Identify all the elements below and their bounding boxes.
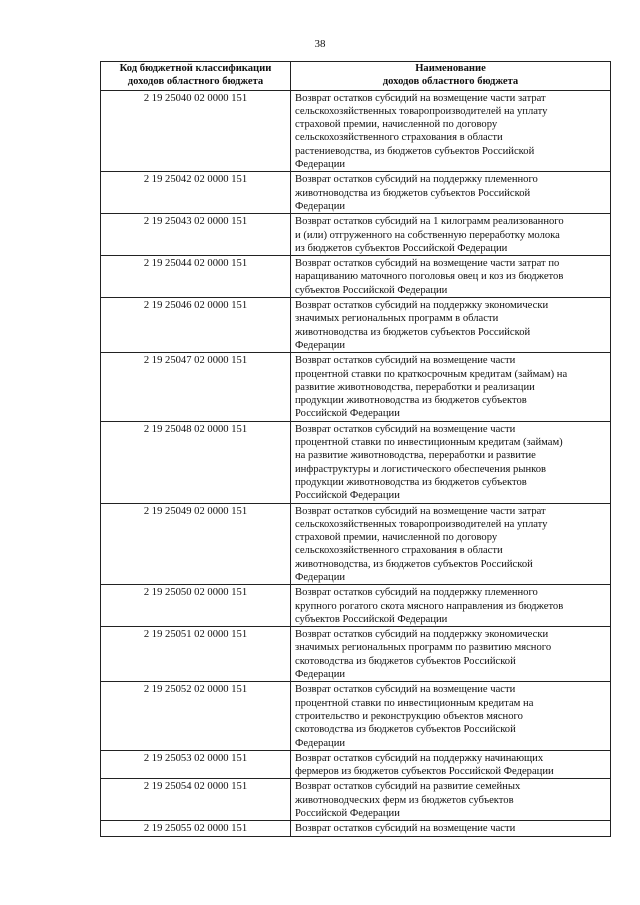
budget-code-cell: 2 19 25055 02 0000 151 bbox=[101, 821, 291, 836]
table-row bbox=[101, 298, 611, 353]
table-row bbox=[101, 821, 611, 836]
revenue-name-line: Возврат остатков субсидий на возмещение части bbox=[295, 423, 516, 435]
name-header-line: доходов областного бюджета bbox=[382, 75, 519, 87]
revenue-name-line: Возврат остатков субсидий на 1 килограмм реализованного bbox=[295, 216, 564, 228]
revenue-name-line: животноводческих ферм из бюджетов субъектов bbox=[295, 794, 514, 806]
code-header-line: доходов областного бюджета bbox=[127, 75, 264, 87]
revenue-name-line: Российской Федерации bbox=[295, 408, 400, 420]
revenue-name-line: крупного рогатого скота мясного направления из бюджетов bbox=[295, 600, 564, 612]
revenue-name-line: Возврат остатков субсидий на поддержку экономически bbox=[295, 300, 549, 312]
name-column-header bbox=[291, 62, 611, 91]
revenue-name-cell bbox=[291, 172, 611, 214]
table-row bbox=[101, 256, 611, 298]
revenue-name-line: Федерации bbox=[295, 200, 346, 212]
revenue-name-line: животноводства, из бюджетов субъектов Российской bbox=[295, 558, 533, 570]
table-row bbox=[101, 585, 611, 627]
revenue-name-cell bbox=[291, 298, 611, 353]
revenue-name-line: сельскохозяйственного страхования в области bbox=[295, 545, 503, 557]
table-row bbox=[101, 421, 611, 503]
revenue-name-cell bbox=[291, 627, 611, 682]
budget-code-cell: 2 19 25052 02 0000 151 bbox=[101, 682, 291, 750]
revenue-name-line: сельскохозяйственного страхования в области bbox=[295, 132, 503, 144]
revenue-name-line: на развитие животноводства, переработки и развитие bbox=[295, 450, 536, 462]
revenue-name-line: животноводства из бюджетов субъектов Российской bbox=[295, 326, 531, 338]
revenue-name-line: сельскохозяйственных товаропроизводителей на уплату bbox=[295, 105, 548, 117]
table-row bbox=[101, 214, 611, 256]
code-header-line: Код бюджетной классификации bbox=[119, 63, 272, 74]
revenue-name-line: продукции животноводства из бюджетов субъектов bbox=[295, 395, 527, 407]
revenue-name-cell bbox=[291, 682, 611, 750]
table-row bbox=[101, 353, 611, 421]
revenue-name-line: инфраструктуры и логистического обеспечения рынков bbox=[295, 463, 547, 475]
budget-code-cell: 2 19 25048 02 0000 151 bbox=[101, 421, 291, 503]
revenue-name-line: субъектов Российской Федерации bbox=[295, 284, 448, 296]
revenue-name-line: строительство и реконструкцию объектов мясного bbox=[295, 710, 523, 722]
revenue-name-line: Федерации bbox=[295, 159, 346, 171]
revenue-name-cell bbox=[291, 821, 611, 836]
revenue-name-line: Возврат остатков субсидий на развитие семейных bbox=[295, 781, 521, 793]
revenue-name-line: значимых региональных программ в области bbox=[295, 313, 499, 325]
table-row bbox=[101, 90, 611, 172]
budget-code-cell: 2 19 25042 02 0000 151 bbox=[101, 172, 291, 214]
revenue-name-line: скотоводства из бюджетов субъектов Российской bbox=[295, 655, 516, 667]
revenue-name-cell bbox=[291, 353, 611, 421]
budget-code-cell: 2 19 25053 02 0000 151 bbox=[101, 750, 291, 779]
revenue-name-line: Федерации bbox=[295, 737, 346, 749]
revenue-name-line: процентной ставки по инвестиционным кредитам на bbox=[295, 697, 534, 709]
revenue-name-line: процентной ставки по краткосрочным кредитам (займам) на bbox=[295, 368, 568, 380]
revenue-name-cell bbox=[291, 585, 611, 627]
budget-code-cell: 2 19 25044 02 0000 151 bbox=[101, 256, 291, 298]
revenue-name-line: из бюджетов субъектов Российской Федерации bbox=[295, 242, 508, 254]
budget-classification-table bbox=[100, 61, 611, 837]
budget-code-cell: 2 19 25049 02 0000 151 bbox=[101, 503, 291, 585]
revenue-name-line: значимых региональных программ по развитию мясного bbox=[295, 642, 552, 654]
revenue-name-cell bbox=[291, 503, 611, 585]
revenue-name-line: процентной ставки по инвестиционным кредитам (займам) bbox=[295, 437, 563, 449]
revenue-name-line: растениеводства, из бюджетов субъектов Российской bbox=[295, 145, 535, 157]
revenue-name-line: фермеров из бюджетов субъектов Российской Федерации bbox=[295, 766, 554, 778]
revenue-name-cell bbox=[291, 256, 611, 298]
revenue-name-line: Российской Федерации bbox=[295, 808, 400, 820]
revenue-name-cell bbox=[291, 214, 611, 256]
revenue-name-line: Федерации bbox=[295, 571, 346, 583]
page-number: 38 bbox=[314, 38, 326, 50]
code-column-header bbox=[101, 62, 291, 91]
revenue-name-line: Федерации bbox=[295, 669, 346, 681]
budget-code-cell: 2 19 25050 02 0000 151 bbox=[101, 585, 291, 627]
budget-code-cell: 2 19 25040 02 0000 151 bbox=[101, 90, 291, 172]
revenue-name-line: страховой премии, начисленной по договору bbox=[295, 119, 498, 131]
table-header-row bbox=[101, 62, 611, 91]
revenue-name-line: страховой премии, начисленной по договору bbox=[295, 532, 498, 544]
revenue-name-line: Возврат остатков субсидий на возмещение части bbox=[295, 823, 516, 835]
revenue-name-line: и (или) отгруженного на собственную переработку молока bbox=[295, 229, 560, 241]
revenue-name-line: Возврат остатков субсидий на возмещение части затрат по bbox=[295, 258, 560, 270]
budget-code-cell: 2 19 25043 02 0000 151 bbox=[101, 214, 291, 256]
table-row bbox=[101, 172, 611, 214]
revenue-name-cell bbox=[291, 779, 611, 821]
table-row bbox=[101, 503, 611, 585]
revenue-name-line: Возврат остатков субсидий на поддержку племенного bbox=[295, 174, 538, 186]
table-row bbox=[101, 779, 611, 821]
revenue-name-line: животноводства из бюджетов субъектов Российской bbox=[295, 187, 531, 199]
budget-code-cell: 2 19 25047 02 0000 151 bbox=[101, 353, 291, 421]
revenue-name-line: Возврат остатков субсидий на возмещение части затрат bbox=[295, 92, 546, 104]
revenue-name-line: продукции животноводства из бюджетов субъектов bbox=[295, 476, 527, 488]
revenue-name-line: субъектов Российской Федерации bbox=[295, 613, 448, 625]
table-row bbox=[101, 750, 611, 779]
revenue-name-line: сельскохозяйственных товаропроизводителей на уплату bbox=[295, 518, 548, 530]
revenue-name-cell bbox=[291, 421, 611, 503]
budget-code-cell: 2 19 25051 02 0000 151 bbox=[101, 627, 291, 682]
revenue-name-line: наращиванию маточного поголовья овец и коз из бюджетов bbox=[295, 271, 564, 283]
budget-code-cell: 2 19 25054 02 0000 151 bbox=[101, 779, 291, 821]
revenue-name-line: Возврат остатков субсидий на поддержку начинающих bbox=[295, 752, 544, 764]
revenue-name-line: Возврат остатков субсидий на возмещение части bbox=[295, 684, 516, 696]
revenue-name-cell bbox=[291, 90, 611, 172]
revenue-name-line: скотоводства из бюджетов субъектов Российской bbox=[295, 724, 516, 736]
revenue-name-line: Возврат остатков субсидий на поддержку племенного bbox=[295, 587, 538, 599]
revenue-name-line: Федерации bbox=[295, 339, 346, 351]
revenue-name-line: Российской Федерации bbox=[295, 490, 400, 502]
table-row bbox=[101, 682, 611, 750]
budget-code-cell: 2 19 25046 02 0000 151 bbox=[101, 298, 291, 353]
name-header-line: Наименование bbox=[415, 63, 486, 74]
revenue-name-cell bbox=[291, 750, 611, 779]
table-body bbox=[101, 90, 611, 836]
revenue-name-line: развитие животноводства, переработки и реализации bbox=[295, 381, 535, 393]
revenue-name-line: Возврат остатков субсидий на возмещение части bbox=[295, 355, 516, 367]
revenue-name-line: Возврат остатков субсидий на поддержку экономически bbox=[295, 629, 549, 641]
table-row bbox=[101, 627, 611, 682]
revenue-name-line: Возврат остатков субсидий на возмещение части затрат bbox=[295, 505, 546, 517]
